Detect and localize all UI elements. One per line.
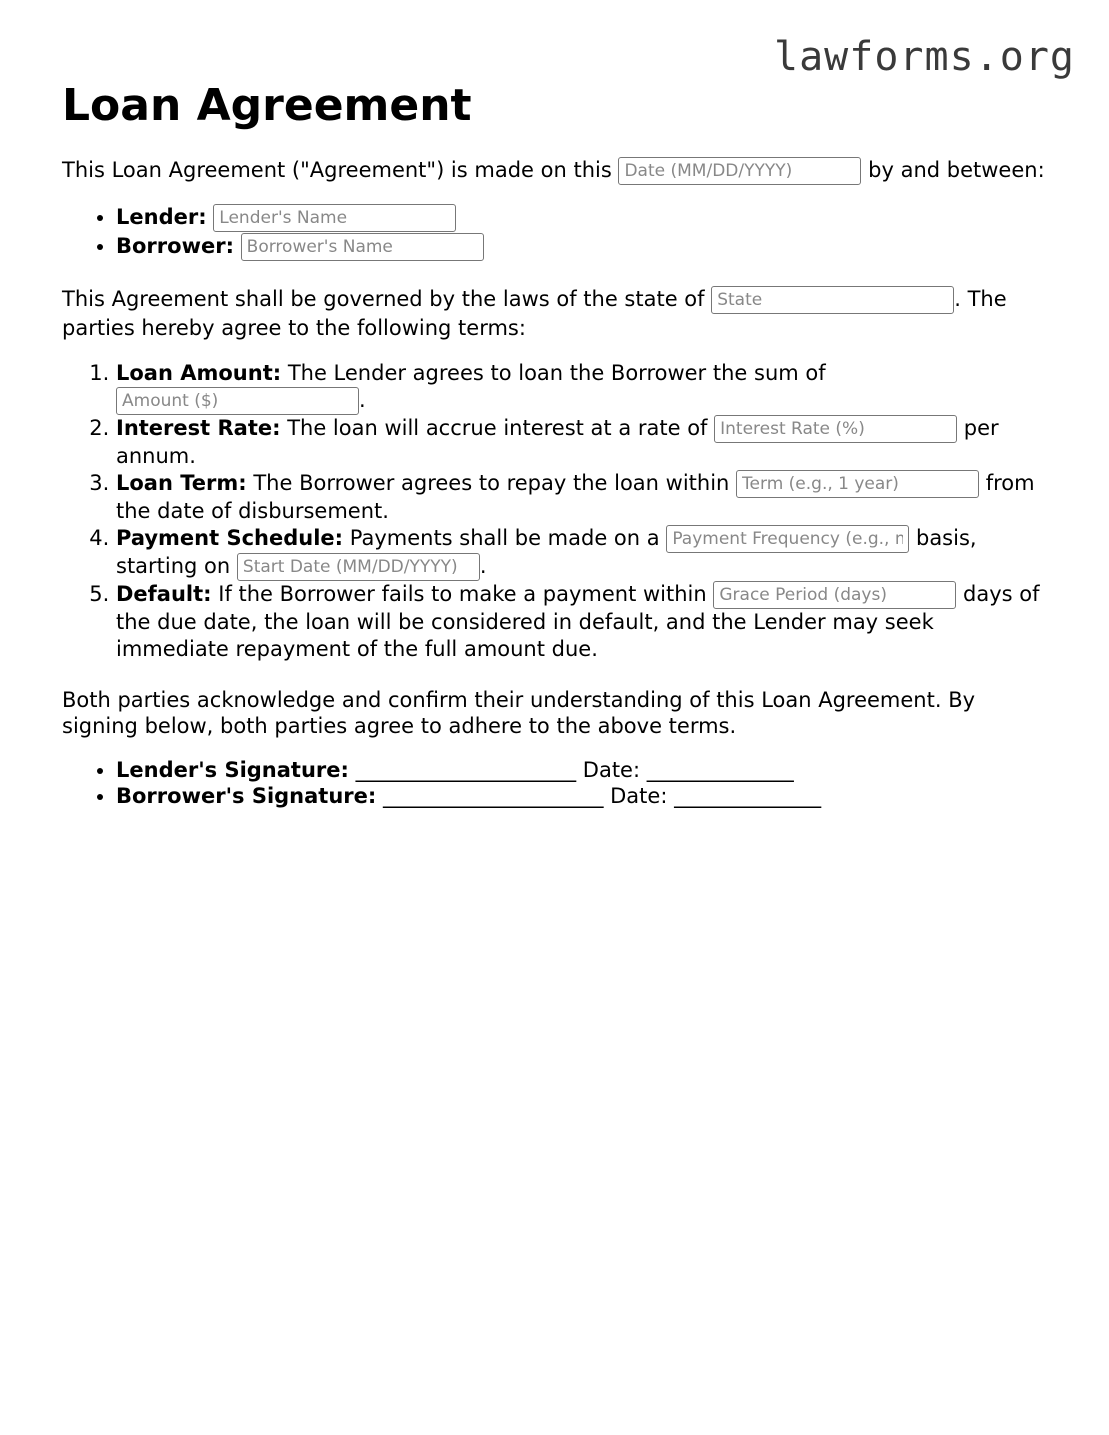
term-text: Payments shall be made on a <box>343 526 667 550</box>
term-text: The Borrower agrees to repay the loan within <box>246 471 737 495</box>
intro-text-before: This Loan Agreement ("Agreement") is made on this <box>62 158 619 182</box>
term-text-end: per annum. <box>116 416 999 468</box>
date-blank[interactable]: ______________ <box>667 784 822 808</box>
start-date-field[interactable] <box>237 553 480 581</box>
term-loan-term <box>116 470 1052 525</box>
agreement-date-field[interactable] <box>618 157 861 185</box>
term-text-end: . <box>479 554 487 578</box>
term-text-middle: basis, starting on <box>116 526 977 578</box>
term-loan-amount <box>116 360 1052 415</box>
signatures-list <box>62 757 1052 809</box>
term-label: Interest Rate: <box>116 416 281 440</box>
term-label: Loan Amount: <box>116 361 282 385</box>
grace-period-field[interactable] <box>713 581 956 609</box>
date-blank[interactable]: ______________ <box>640 758 794 782</box>
term-label: Default: <box>116 582 212 606</box>
party-lender <box>116 203 1052 232</box>
intro-paragraph <box>62 156 1052 185</box>
term-text-end: days of the due date, the loan will be considered in default, and the Lender may seek immediate repayment of the full amount due. <box>116 582 1040 661</box>
term-text-end: from the date of disbursement. <box>116 471 1035 523</box>
term-text-end: . <box>359 388 366 412</box>
signature-label: Lender's Signature: <box>116 758 349 782</box>
parties-list <box>62 203 1052 261</box>
term-default <box>116 581 1052 663</box>
term-text: If the Borrower fails to make a payment within <box>211 582 714 606</box>
lender-signature-line <box>116 757 1052 783</box>
acknowledgement-paragraph: Both parties acknowledge and confirm their understanding of this Loan Agreement. By signing below, both parties agree to adhere to the above terms. <box>62 688 976 738</box>
signature-blank[interactable]: _____________________ <box>348 758 583 782</box>
terms-list <box>62 360 1052 663</box>
party-borrower <box>116 232 1052 261</box>
document-body <box>62 80 1052 833</box>
governing-text-before: This Agreement shall be governed by the laws of the state of <box>62 287 712 311</box>
intro-text-after: by and between: <box>861 158 1045 182</box>
date-label: Date: <box>610 784 668 808</box>
state-field[interactable] <box>711 286 954 314</box>
lender-name-field[interactable] <box>213 204 456 232</box>
site-logo-text: lawforms.org <box>774 34 1075 80</box>
term-text: The loan will accrue interest at a rate of <box>280 416 715 440</box>
date-label: Date: <box>582 758 641 782</box>
loan-term-field[interactable] <box>736 470 979 498</box>
term-payment-schedule <box>116 525 1052 581</box>
payment-frequency-field[interactable] <box>666 525 909 553</box>
governing-law-paragraph <box>62 285 1052 342</box>
loan-amount-field[interactable] <box>116 387 359 415</box>
lender-label: Lender: <box>116 205 207 229</box>
borrower-signature-line <box>116 783 1052 809</box>
interest-rate-field[interactable] <box>714 415 957 443</box>
borrower-name-field[interactable] <box>241 233 484 261</box>
term-interest-rate <box>116 415 1052 470</box>
borrower-label: Borrower: <box>116 234 234 258</box>
governing-text-after: . The parties hereby agree to the following terms: <box>62 287 1007 340</box>
signature-blank[interactable]: _____________________ <box>376 784 611 808</box>
term-label: Loan Term: <box>116 471 247 495</box>
term-label: Payment Schedule: <box>116 526 344 550</box>
signature-label: Borrower's Signature: <box>116 784 377 808</box>
term-text: The Lender agrees to loan the Borrower the sum of <box>281 361 826 385</box>
document-title: Loan Agreement <box>62 80 472 131</box>
